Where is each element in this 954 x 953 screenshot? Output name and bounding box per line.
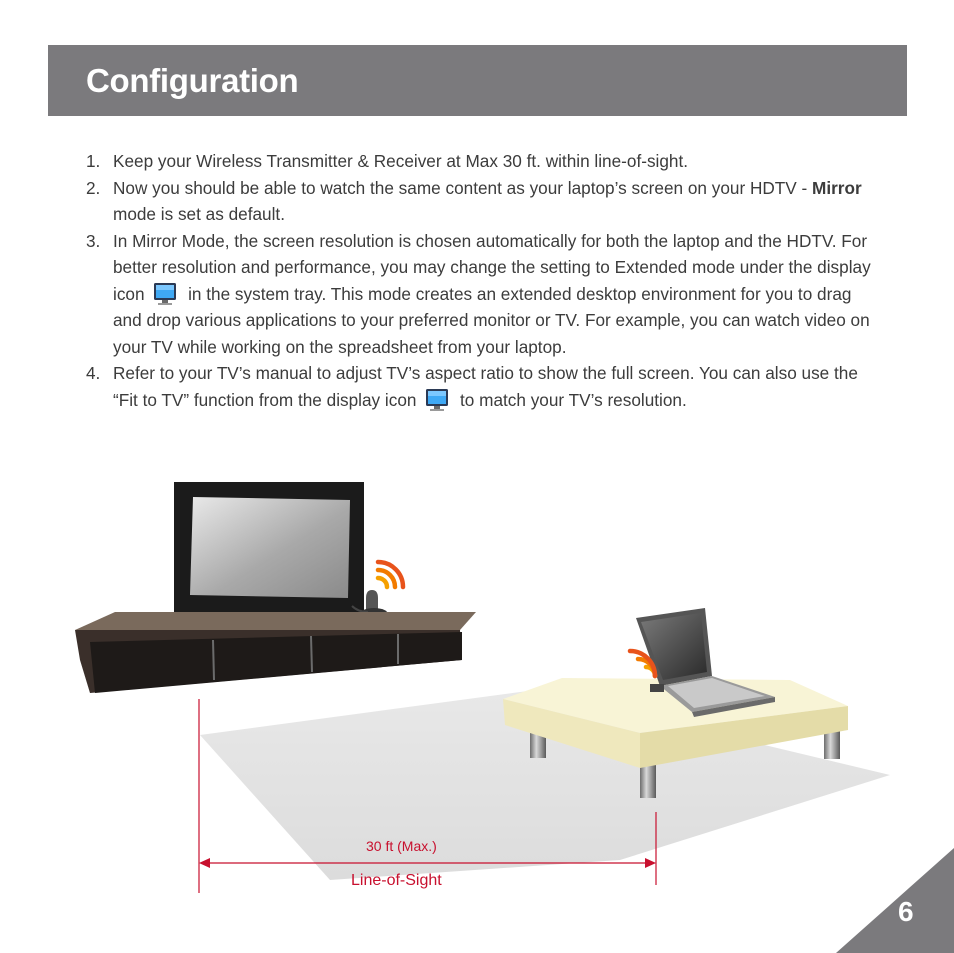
step-item — [86, 148, 876, 175]
display-monitor-icon — [153, 282, 177, 306]
step-number: 1. — [86, 151, 101, 171]
mirror-mode-label: Mirror — [812, 177, 862, 198]
hdtv-illustration — [174, 482, 364, 612]
step-text: Refer to your TV’s manual to adjust TV’s aspect ratio to show the full screen. You can also use the “Fit to TV” function from the display icon — [113, 363, 858, 410]
step-item — [86, 360, 876, 413]
step-text: in the system tray. This mode creates an extended desktop environment for you to drag and drop various applications to your preferred monitor or TV. For example, you can watch video on your TV while working on the spreadsheet from your laptop. — [113, 283, 870, 357]
page-title: Configuration — [86, 62, 299, 99]
distance-label: 30 ft (Max.) — [366, 838, 437, 854]
configuration-steps — [86, 148, 876, 413]
step-item — [86, 175, 876, 228]
tv-cabinet-illustration — [75, 612, 476, 693]
step-text: In Mirror Mode, the screen resolution is chosen automatically for both the laptop and the HDTV. For better resolution and performance, you may change the setting to Extended mode under the display icon — [113, 230, 871, 304]
setup-illustration — [0, 470, 954, 953]
step-number: 2. — [86, 177, 101, 198]
step-text: Keep your Wireless Transmitter & Receiver at Max 30 ft. within line-of-sight. — [113, 151, 689, 171]
step-number: 3. — [86, 230, 101, 251]
page-corner-tab — [836, 848, 954, 953]
wireless-signal-icon — [378, 562, 403, 587]
display-monitor-icon — [425, 388, 449, 412]
page-number: 6 — [898, 896, 914, 927]
step-item — [86, 228, 876, 361]
step-text: to match your TV’s resolution. — [460, 389, 687, 410]
step-text: mode is set as default. — [113, 204, 285, 224]
step-text: Now you should be able to watch the same content as your laptop’s screen on your HDTV - — [113, 177, 813, 198]
line-of-sight-label: Line-of-Sight — [351, 872, 442, 889]
step-number: 4. — [86, 363, 101, 383]
page-header — [48, 45, 907, 116]
